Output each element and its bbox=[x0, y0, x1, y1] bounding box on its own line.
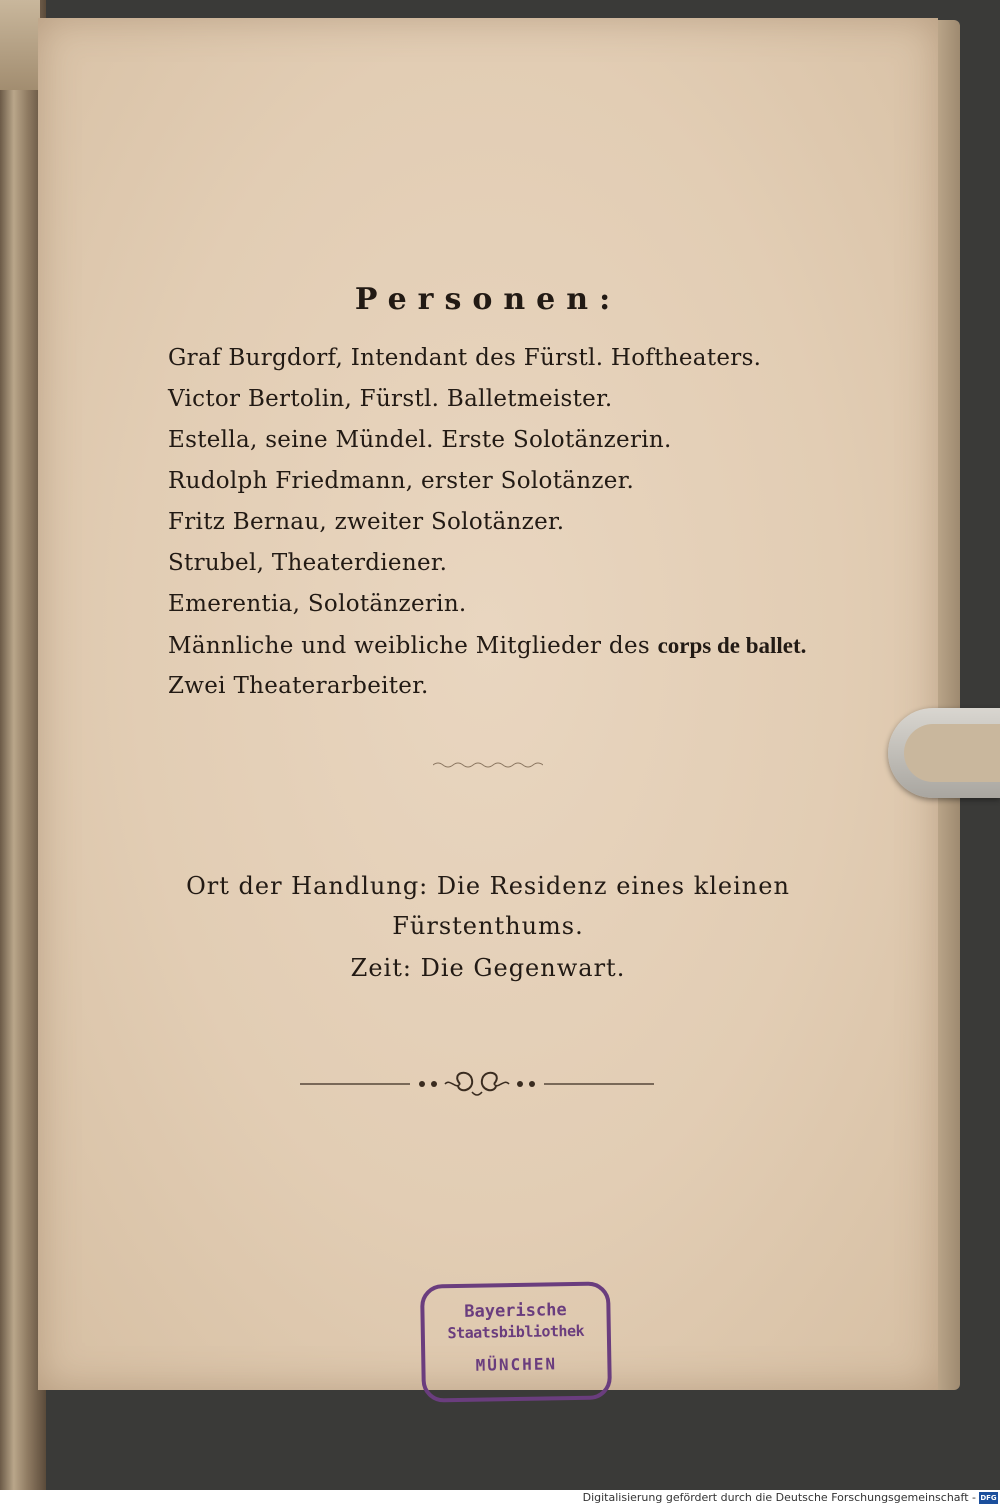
library-stamp bbox=[420, 1281, 612, 1402]
squiggle-divider bbox=[433, 760, 543, 770]
cast-item: Victor Bertolin, Fürstl. Balletmeister. bbox=[168, 386, 613, 412]
cast-item: Strubel, Theaterdiener. bbox=[168, 550, 448, 576]
cast-item: Rudolph Friedmann, erster Solotänzer. bbox=[168, 468, 635, 494]
cast-item: Männliche und weibliche Mitglieder des corps de ballet. bbox=[168, 633, 807, 659]
footer-bar bbox=[0, 1490, 1000, 1506]
cast-list bbox=[168, 338, 806, 707]
stamp-line-2: Staatsbibliothek bbox=[447, 1321, 585, 1343]
cast-item: Graf Burgdorf, Intendant des Fürstl. Hoftheaters. bbox=[168, 345, 762, 371]
cast-item: Zwei Theaterarbeiter. bbox=[168, 673, 429, 699]
cast-item: Estella, seine Mündel. Erste Solotänzerin. bbox=[168, 427, 672, 453]
cast-item: Emerentia, Solotänzerin. bbox=[168, 591, 467, 617]
stamp-line-3: MÜNCHEN bbox=[475, 1354, 558, 1375]
paper-clip bbox=[888, 708, 1000, 798]
place-of-action bbox=[38, 866, 938, 946]
place-line-1: Ort der Handlung: Die Residenz eines kleinen bbox=[186, 872, 790, 900]
dfg-logo: DFG bbox=[980, 1494, 997, 1502]
cast-heading: Personen: bbox=[354, 282, 622, 317]
ornament-divider bbox=[300, 1068, 654, 1100]
foreign-phrase: corps de ballet. bbox=[657, 633, 807, 658]
footer-credit: Digitalisierung gefördert durch die Deutsche Forschungsgemeinschaft - bbox=[582, 1491, 976, 1504]
time-of-action: Zeit: Die Gegenwart. bbox=[350, 954, 626, 982]
stamp-line-1: Bayerische bbox=[464, 1300, 567, 1322]
frayed-binding bbox=[0, 0, 40, 90]
place-line-2: Fürstenthums. bbox=[392, 912, 584, 940]
cast-item: Fritz Bernau, zweiter Solotänzer. bbox=[168, 509, 565, 535]
